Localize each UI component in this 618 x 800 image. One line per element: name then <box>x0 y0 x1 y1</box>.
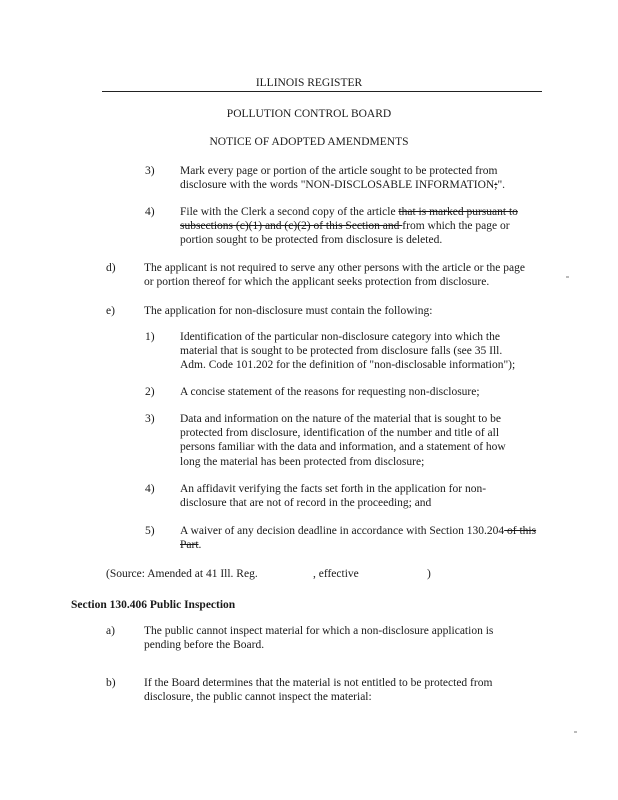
list-item: The applicant is not required to serve any other persons with the article or the page or portion thereof for which the applicant seeks protection from disclosure. <box>144 262 525 289</box>
list-item <box>180 524 540 552</box>
scan-speck <box>574 731 577 733</box>
list-item: An affidavit verifying the facts set forth in the application for non-disclosure that are not of record in the proceeding; and <box>180 483 487 510</box>
list-item: Identification of the particular non-disclosure category into which the material that is sought to be protected from disclosure falls (see 35 Ill. Adm. Code 101.202 for the definition of "non-disclosable information"); <box>180 331 516 372</box>
notice-title: NOTICE OF ADOPTED AMENDMENTS <box>209 136 409 148</box>
item-number: e) <box>106 305 115 317</box>
list-item <box>180 164 528 192</box>
register-title: ILLINOIS REGISTER <box>255 77 363 89</box>
list-item: Data and information on the nature of the material that is sought to be protected from disclosure, identification of the number and title of all persons familiar with the data and information, and a statement of how long the material has been protected from disclosure; <box>180 413 506 468</box>
item-number: 2) <box>145 386 155 398</box>
list-item: The application for non-disclosure must contain the following: <box>144 305 433 317</box>
header-rule <box>102 91 542 92</box>
source-effective: , effective <box>313 568 359 580</box>
item-number: 3) <box>145 413 155 425</box>
list-item: A concise statement of the reasons for requesting non-disclosure; <box>180 386 480 398</box>
struck-text: that is marked pursuant to subsections (c)(1) and (c)(2) of this Section and <box>180 206 518 233</box>
item-number: b) <box>106 677 116 689</box>
item-text: File with the Clerk a second copy of the article <box>180 206 399 218</box>
item-number: a) <box>106 625 115 637</box>
source-note: (Source: Amended at 41 Ill. Reg. <box>106 568 258 580</box>
item-text: Mark every page or portion of the article sought to be protected from disclosure with the words "NON-DISCLOSABLE INFORMATION <box>180 165 498 192</box>
scan-speck <box>566 276 569 278</box>
item-number: 5) <box>145 525 155 537</box>
item-number: 1) <box>145 331 155 343</box>
item-text: A waiver of any decision deadline in accordance with Section 130.204 <box>180 525 505 537</box>
list-item <box>180 205 536 248</box>
item-text: from which the page or portion sought to be protected from disclosure is deleted. <box>180 220 510 247</box>
list-item: If the Board determines that the material is not entitled to be protected from disclosure, the public cannot inspect the material: <box>144 677 493 704</box>
section-heading: Section 130.406 Public Inspection <box>71 599 236 611</box>
item-text: ". <box>497 179 506 192</box>
source-close: ) <box>427 568 431 580</box>
agency-title: POLLUTION CONTROL BOARD <box>226 108 392 120</box>
item-number: 4) <box>145 206 155 218</box>
struck-text: of this Part <box>180 525 537 552</box>
item-number: d) <box>106 262 116 274</box>
item-number: 4) <box>145 483 155 495</box>
struck-text: ; <box>494 179 498 192</box>
item-number: 3) <box>145 165 155 177</box>
item-text: . <box>198 539 202 552</box>
list-item: The public cannot inspect material for which a non-disclosure application is pending before the Board. <box>144 625 494 652</box>
